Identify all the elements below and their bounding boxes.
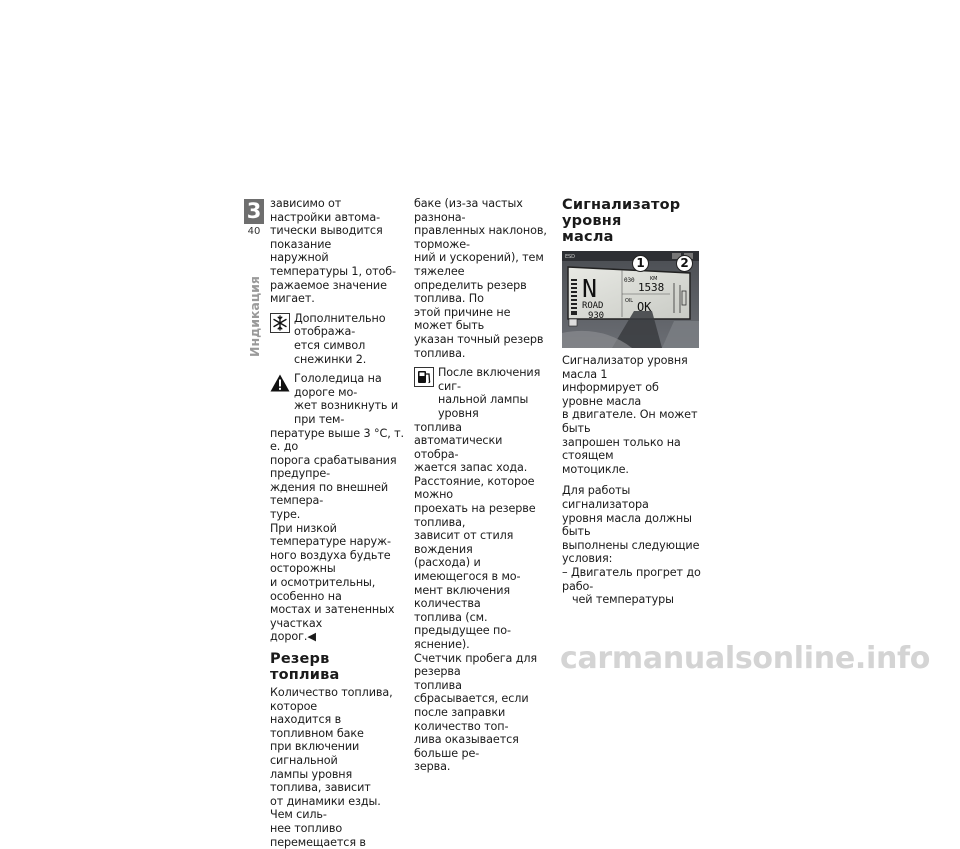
text-line: чей температуры	[572, 593, 674, 607]
text-line: и осмотрительны, особенно на	[270, 576, 376, 603]
text-line: мент включения количества	[414, 583, 511, 611]
column-1	[270, 197, 404, 849]
text-line: ного воздуха будьте осторожны	[270, 548, 391, 576]
column-2	[414, 197, 548, 774]
text-line: ражаемое значение мигает.	[270, 278, 387, 306]
text-line: (расхода) и имеющегося в мо-	[414, 556, 521, 584]
text-line: правленных наклонов, торможе-	[414, 224, 547, 251]
text-line: Сигнализатор уровня масла 1	[562, 354, 688, 381]
page-number: 40	[247, 226, 261, 237]
chapter-number: 3	[246, 199, 262, 223]
text-line: условия:	[562, 552, 613, 566]
text-line: мотоцикле.	[562, 462, 629, 476]
text-line: мостах и затененных участках	[270, 603, 395, 630]
text-line: ний и ускорений), тем тяжелее	[414, 251, 544, 278]
section-heading-oil-level	[562, 197, 702, 245]
section-heading-fuel-reserve: Резерв топлива	[270, 651, 340, 683]
text-line: проехать на резерве топлива,	[414, 502, 536, 529]
column-3	[562, 197, 702, 607]
instrument-cluster-photo	[562, 251, 699, 348]
text-line: зависит от стиля вождения	[414, 529, 514, 556]
text-line: Расстояние, которое можно	[414, 474, 535, 502]
text-line: – Двигатель прогрет до рабо-	[562, 565, 701, 593]
watermark: carmanualsonline.info	[560, 641, 931, 676]
oil-value: OK	[637, 300, 652, 314]
text-line: находится в топливном баке	[270, 713, 364, 740]
road-mode: ROAD	[582, 301, 604, 311]
odo-label: KM	[650, 276, 658, 282]
paragraph	[562, 354, 702, 476]
text-line: Количество топлива, которое	[270, 686, 393, 713]
text-line: нее топливо перемещается в	[270, 821, 366, 849]
text-line: Счетчик пробега для резерва	[414, 651, 538, 679]
snowflake-note	[270, 312, 404, 366]
text-line: при включении сигнальной	[270, 740, 360, 767]
text-line: Гололедица на дороге мо-	[294, 372, 382, 399]
text-line: нальной лампы уровня	[438, 393, 529, 420]
text-line: указан точный резерв топлива.	[414, 332, 544, 360]
text-line: этой причине не может быть	[414, 305, 511, 333]
text-line: порога срабатывания предупре-	[270, 453, 397, 481]
text-line: зависимо от настройки автома-	[270, 197, 381, 224]
paragraph	[270, 427, 404, 645]
text-line: от динамики езды. Чем силь-	[270, 794, 381, 822]
fuel-note	[414, 366, 548, 420]
text-line: Дополнительно отобража-	[294, 311, 386, 339]
paragraph	[270, 197, 404, 306]
chapter-tab	[244, 199, 264, 224]
paragraph	[270, 686, 404, 849]
text-line: запрошен только на стоящем	[562, 435, 681, 463]
text-line: зерва.	[414, 760, 451, 774]
text-line: лива оказывается больше ре-	[414, 733, 519, 760]
text-line: уровня масла должны быть	[562, 511, 692, 539]
callout-2: 2	[676, 255, 693, 272]
text-line: топлива (см. предыдущее по-	[414, 610, 511, 638]
warning-note	[270, 372, 404, 426]
paragraph	[414, 421, 548, 774]
text-line: туре.	[270, 508, 301, 522]
gear-indicator: N	[582, 274, 597, 303]
text-line: информирует об уровне масла	[562, 381, 659, 408]
text-line: При низкой температуре наруж-	[270, 521, 391, 549]
corner-label: ESD	[565, 254, 575, 260]
text-line: выполнены следующие	[562, 538, 700, 552]
fuel-pump-icon	[414, 367, 434, 387]
text-line: лампы уровня топлива, зависит	[270, 767, 371, 795]
text-line: Для работы сигнализатора	[562, 484, 649, 511]
text-line: жет возникнуть и при тем-	[294, 399, 399, 426]
text-line: пературе выше 3 °C, т. е. до	[270, 426, 405, 454]
text-line: ждения по внешней темпера-	[270, 480, 389, 508]
text-line: в двигателе. Он может быть	[562, 408, 698, 435]
paragraph	[414, 197, 548, 360]
text-line: дорог.◀	[270, 630, 316, 644]
text-line: жается запас хода.	[414, 461, 528, 475]
odo-value: 1538	[638, 281, 665, 294]
text-line: наружной температуры 1, отоб-	[270, 251, 396, 278]
text-line: После включения сиг-	[438, 366, 541, 393]
text-line: тически выводится показание	[270, 224, 383, 251]
text-line: яснение).	[414, 638, 470, 651]
bullet-item	[562, 566, 702, 607]
text-line: масла	[562, 229, 614, 245]
text-line: Сигнализатор уровня	[562, 197, 681, 229]
top-left-readout: 030	[624, 277, 635, 284]
chapter-title: Индикация	[247, 276, 262, 357]
range-value: 930	[588, 311, 604, 321]
text-line: топлива автоматически отобра-	[414, 420, 503, 461]
paragraph	[562, 484, 702, 566]
text-line: ется символ снежинки 2.	[294, 338, 367, 366]
text-line: баке (из-за частых разнона-	[414, 197, 523, 224]
callout-1: 1	[632, 255, 649, 272]
text-line: определить резерв топлива. По	[414, 278, 527, 306]
warning-triangle-icon	[270, 373, 290, 393]
text-line: топлива сбрасывается, если	[414, 678, 529, 706]
text-line: после заправки количество топ-	[414, 705, 509, 733]
oil-label: OIL	[625, 298, 633, 304]
snowflake-icon	[270, 313, 290, 333]
